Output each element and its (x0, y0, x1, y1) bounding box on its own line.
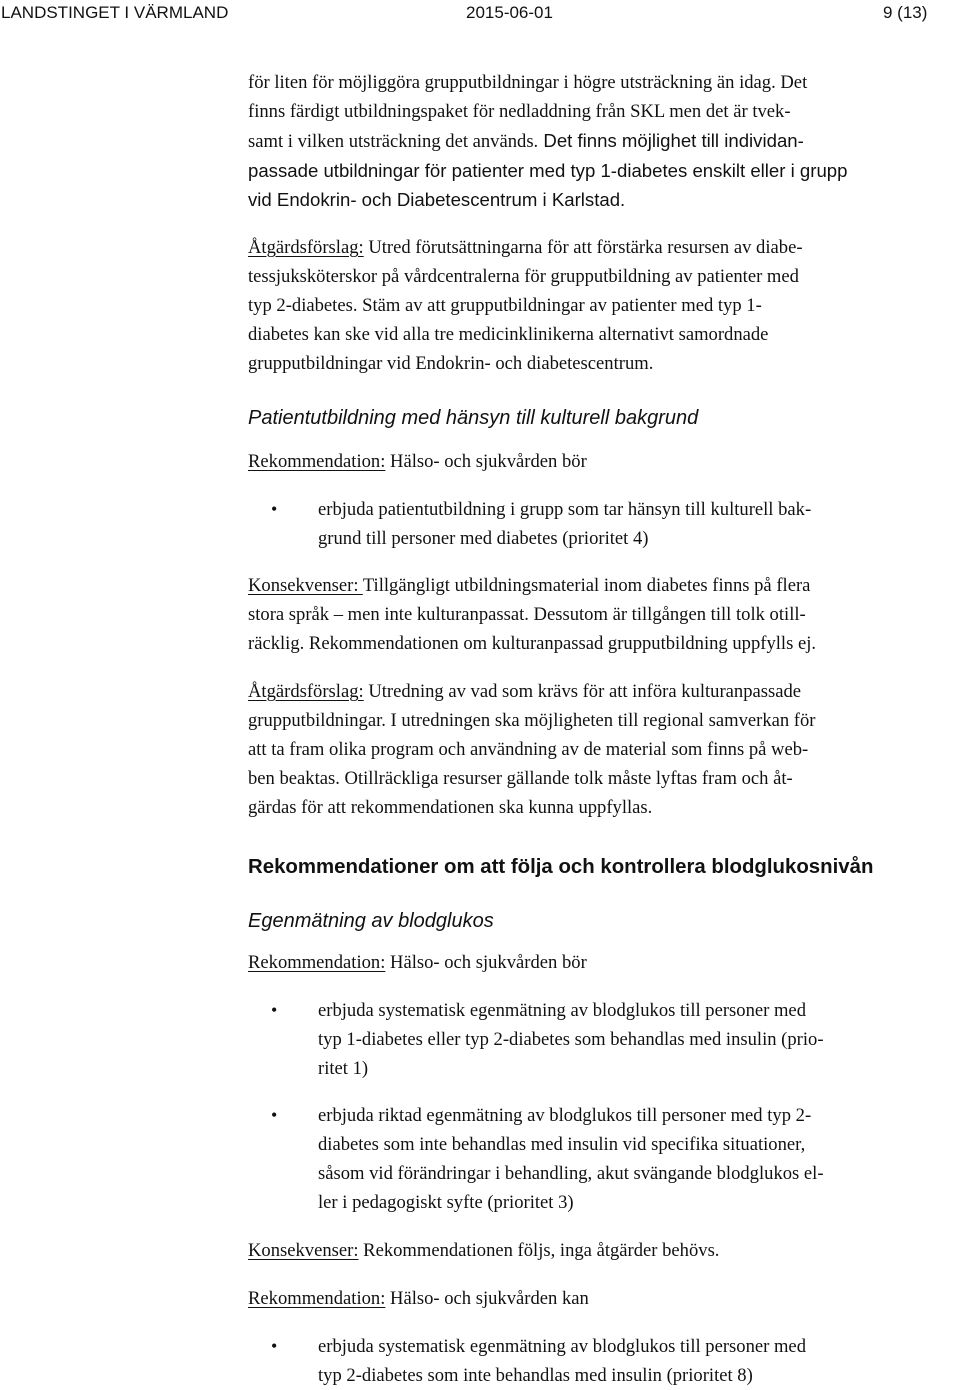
text-line: diabetes kan ske vid alla tre medicinklinikerna alternativt samordnade (248, 324, 769, 345)
text-line: ritet 1) (318, 1058, 369, 1079)
text-line: finns färdigt utbildningspaket för nedladdning från SKL men det är tvek- (248, 101, 791, 122)
list-item (248, 996, 960, 1083)
text-line: ben beaktas. Otillräckliga resurser gällande tolk måste lyftas fram och åt- (248, 768, 793, 789)
text-line: grupputbildningar. I utredningen ska möjligheten till regional samverkan för (248, 710, 816, 731)
paragraph-action-proposal (248, 233, 960, 378)
text-line: grupputbildningar vid Endokrin- och diabetescentrum. (248, 353, 654, 374)
page-header (0, 0, 960, 28)
header-date: 2015-06-01 (466, 3, 553, 22)
text-line (248, 233, 960, 262)
text-line: grund till personer med diabetes (prioritet 4) (318, 528, 649, 549)
bullet-icon: • (271, 1336, 278, 1356)
consequences-label: Konsekvenser: (248, 1240, 359, 1261)
text-line (248, 677, 960, 706)
text-span: Utred förutsättningarna för att förstärka resursen av diabe- (363, 237, 803, 258)
text-line: för liten för möjliggöra grupputbildningar i högre utsträckning än idag. Det (248, 72, 808, 93)
recommendation-label: Rekommendation: (248, 451, 386, 472)
text-line: erbjuda systematisk egenmätning av blodglukos till personer med (318, 1336, 806, 1357)
text-span: typ 2-diabetes. (248, 295, 358, 316)
text-line: erbjuda systematisk egenmätning av blodglukos till personer med (318, 1000, 806, 1021)
text-span: Tillgängligt utbildningsmaterial inom diabetes finns på flera (362, 575, 811, 596)
consequences-line (248, 1236, 960, 1266)
document-body (248, 68, 960, 1390)
text-line: vid Endokrin- och Diabetescentrum i Karlstad. (248, 189, 626, 210)
text-line (248, 291, 960, 320)
text-line: räcklig. Rekommendationen om kulturanpassad grupputbildning uppfylls ej. (248, 633, 817, 654)
section-heading-blood-glucose: Rekommendationer om att följa och kontrollera blodglukosnivån (248, 856, 874, 878)
bullet-icon: • (271, 1105, 278, 1125)
action-proposal-label: Åtgärdsförslag: (248, 237, 364, 258)
consequences-label: Konsekvenser: (248, 575, 363, 596)
text-span: Utredning av vad som krävs för att införa kulturanpassade (363, 681, 802, 702)
recommendation-line (248, 948, 960, 978)
text-line: såsom vid förändringar i behandling, akut svängande blodglukos el- (318, 1163, 824, 1184)
text-line: passade utbildningar för patienter med typ 1-diabetes enskilt eller i grupp (248, 160, 848, 181)
recommendation-line (248, 447, 960, 477)
header-page-number: 9 (13) (883, 3, 928, 22)
recommendation-label: Rekommendation: (248, 1288, 386, 1309)
paragraph-action-proposal-cultural (248, 677, 960, 822)
list-item (248, 1101, 960, 1217)
paragraph-consequences (248, 571, 960, 658)
text-span: Det finns möjlighet till individan- (538, 130, 804, 151)
text-line: ler i pedagogiskt syfte (prioritet 3) (318, 1192, 574, 1213)
text-line: typ 2-diabetes som inte behandlas med insulin (prioritet 8) (318, 1365, 753, 1386)
text-line: stora språk – men inte kulturanpassat. Dessutom är tillgången till tolk otill- (248, 604, 806, 625)
list-item (248, 1332, 960, 1390)
recommendation-text: Hälso- och sjukvården kan (385, 1288, 589, 1309)
text-line: erbjuda patientutbildning i grupp som tar hänsyn till kulturell bak- (318, 499, 812, 520)
recommendation-line (248, 1284, 960, 1314)
text-line (248, 571, 960, 600)
recommendation-text: Hälso- och sjukvården bör (385, 451, 587, 472)
text-span: samt i vilken utsträckning det används. (248, 131, 539, 152)
text-line: gärdas för att rekommendationen ska kunna uppfyllas. (248, 797, 653, 818)
recommendation-text: Hälso- och sjukvården bör (385, 952, 587, 973)
subheading-self-monitoring: Egenmätning av blodglukos (248, 910, 494, 932)
section-heading-cultural-education: Patientutbildning med hänsyn till kulturell bakgrund (248, 407, 699, 429)
bullet-icon: • (271, 499, 278, 519)
paragraph-intro (248, 68, 960, 214)
list-item (248, 495, 960, 553)
text-span: Stäm av att grupputbildningar av patienter med typ 1- (357, 295, 762, 316)
recommendation-label: Rekommendation: (248, 952, 386, 973)
text-line: diabetes som inte behandlas med insulin vid specifika situationer, (318, 1134, 806, 1155)
text-line: att ta fram olika program och användning av de material som finns på web- (248, 739, 809, 760)
bullet-icon: • (271, 1000, 278, 1020)
text-line: tessjuksköterskor på vårdcentralerna för grupputbildning av patienter med (248, 266, 799, 287)
text-line: erbjuda riktad egenmätning av blodglukos till personer med typ 2- (318, 1105, 812, 1126)
action-proposal-label: Åtgärdsförslag: (248, 681, 364, 702)
text-span: Rekommendationen följs, inga åtgärder behövs. (358, 1240, 720, 1261)
text-line (248, 126, 960, 156)
header-organization: LANDSTINGET I VÄRMLAND (1, 3, 229, 22)
text-line: typ 1-diabetes eller typ 2-diabetes som behandlas med insulin (prio- (318, 1029, 824, 1050)
